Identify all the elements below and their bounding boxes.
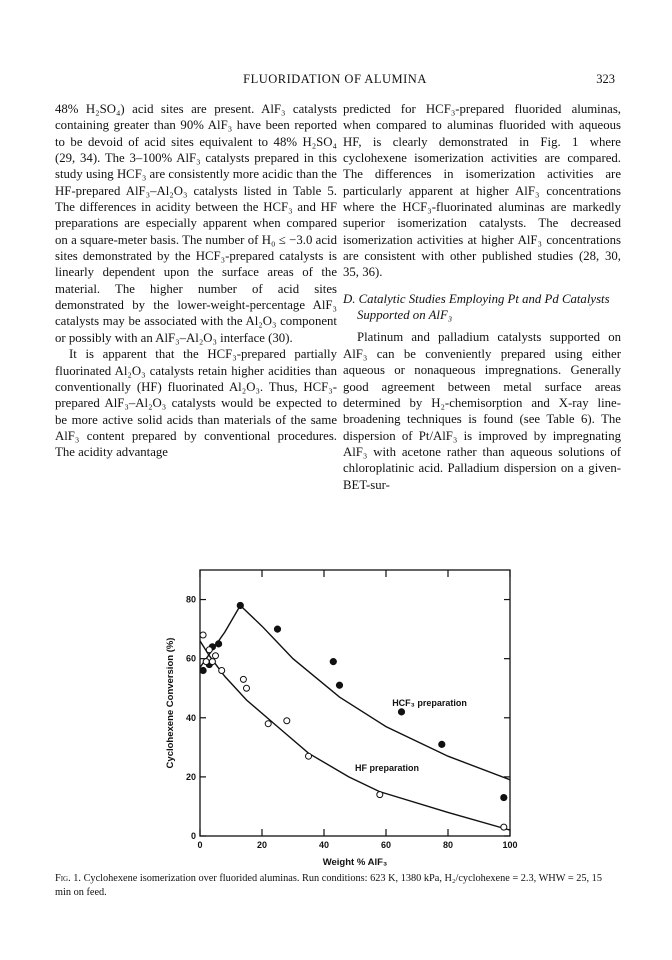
- data-point: [244, 685, 250, 691]
- data-point: [213, 653, 219, 659]
- y-tick-label: 60: [185, 653, 196, 664]
- data-point: [330, 659, 336, 665]
- y-tick-label: 40: [185, 712, 196, 723]
- section-heading: D. Catalytic Studies Employing Pt and Pd Catalysts Supported on AlF₃: [343, 291, 610, 323]
- data-point: [501, 824, 507, 830]
- x-axis-label: Weight % AlF₃: [322, 857, 388, 868]
- x-tick-label: 100: [502, 840, 518, 850]
- data-point: [284, 718, 290, 724]
- series-label: HF preparation: [355, 762, 420, 773]
- series-label: HCF₃ preparation: [392, 697, 467, 708]
- data-point: [200, 632, 206, 638]
- data-point: [439, 741, 445, 747]
- figure-caption: [55, 872, 620, 899]
- data-point: [336, 682, 342, 688]
- data-point: [240, 676, 246, 682]
- y-axis-label: Cyclohexene Conversion (%): [165, 637, 176, 769]
- x-tick-label: 0: [197, 840, 203, 850]
- data-point: [501, 794, 507, 800]
- data-point: [203, 659, 209, 665]
- series-curve: [200, 641, 510, 830]
- left-column: [55, 101, 337, 461]
- data-point: [206, 647, 212, 653]
- figure-1-chart: [0, 560, 672, 872]
- x-tick-label: 40: [318, 840, 330, 850]
- left-paragraph-1: 48% H₂SO₄) acid sites are present. AlF₃ catalysts containing greater than 90% AlF₃ have been reported to be devoid of acid sites equivalent to 48% H₂SO₄ (29, 34). The 3–100% AlF₃ catalysts prepared in this study using HCF₃ are consistently more acidic than the HF-prepared AlF₃–Al₂O₃ catalysts listed in Table 5. The differences in acidity between the HCF₃ and HF preparations are especially apparent when compared on a square-meter basis. The number of H₀ ≤ −3.0 acid sites demonstrated by the HCF₃-prepared catalysts is linearly dependent upon the surface areas of the material. The higher number of acid sites demonstrated by the lower-weight-percentage AlF₃ catalysts may be associated with the Al₂O₃ component or possibly with an AlF₃–Al₂O₃ interface (30).: [55, 102, 337, 345]
- caption-text: Cyclohexene isomerization over fluorided aluminas. Run conditions: 623 K, 1380 kPa, H₂/cyclohexene = 2.3, WHW = 25, 15 min on feed.: [55, 873, 602, 898]
- data-point: [219, 667, 225, 673]
- data-point: [265, 721, 271, 727]
- data-point: [209, 659, 215, 665]
- running-title: FLUORIDATION OF ALUMINA: [243, 72, 427, 86]
- data-point: [306, 753, 312, 759]
- data-point: [216, 641, 222, 647]
- x-tick-label: 60: [380, 840, 392, 850]
- data-point: [398, 709, 404, 715]
- page-number: 323: [596, 72, 615, 86]
- x-tick-label: 80: [442, 840, 454, 850]
- data-point: [200, 667, 206, 673]
- x-tick-label: 20: [256, 840, 268, 850]
- page-header: [55, 72, 615, 88]
- y-tick-label: 80: [185, 594, 196, 605]
- y-tick-label: 0: [190, 831, 196, 841]
- left-paragraph-2: It is apparent that the HCF₃-prepared partially fluorinated Al₂O₃ catalysts retain higher acidities than conventionally (HF) fluorinated Al₂O₃. Thus, HCF₃-prepared AlF₃–Al₂O₃ catalysts would be expected to be more active solid acids than materials of the same AlF₃ content prepared by conventional procedures. The acidity advantage: [55, 347, 337, 460]
- data-point: [237, 602, 243, 608]
- y-tick-label: 20: [185, 771, 196, 782]
- right-column: [343, 101, 621, 493]
- right-paragraph-1: predicted for HCF₃-prepared fluorided aluminas, when compared to aluminas fluorided with aqueous HF, is clearly demonstrated in Fig. 1 where cyclohexene isomerization activities are compared. The differences in isomerization activities are particularly apparent at higher AlF₃ concentrations where the HCF₃-fluorinated aluminas are markedly superior isomerization catalysts. The decreased isomerization activities at higher AlF₃ concentrations are consistent with other published studies (28, 30, 35, 36).: [343, 102, 621, 280]
- data-point: [377, 792, 383, 798]
- caption-label: Fig. 1.: [55, 873, 81, 884]
- series-curve: [200, 606, 510, 780]
- data-point: [274, 626, 280, 632]
- right-paragraph-2: Platinum and palladium catalysts supported on AlF₃ can be conveniently prepared using either aqueous or nonaqueous impregnations. Generally good agreement between metal surface areas determined by H₂-chemisorption and X-ray line-broadening techniques is found (see Table 6). The dispersion of Pt/AlF₃ is improved by impregnating AlF₃ with acetone rather than aqueous solutions of chloroplatinic acid. Palladium dispersion on a given-BET-sur-: [343, 330, 621, 492]
